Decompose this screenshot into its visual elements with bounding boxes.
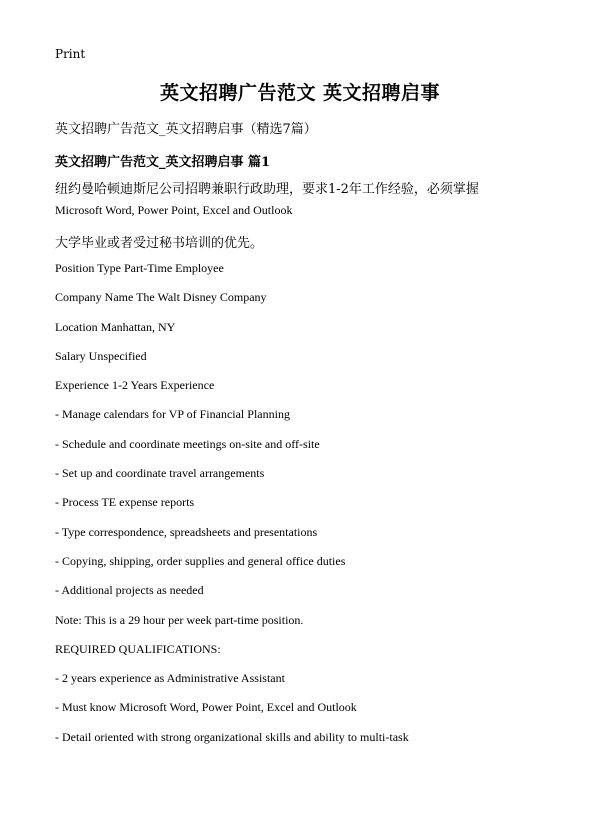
intro-paragraph: [55, 180, 555, 220]
document-subtitle: 英文招聘广告范文_英文招聘启事（精选7篇）: [55, 122, 317, 137]
detail-line: - Schedule and coordinate meetings on-site and off-site: [55, 436, 320, 451]
detail-line: Note: This is a 29 hour per week part-time position.: [55, 612, 304, 627]
detail-line: - Must know Microsoft Word, Power Point, Excel and Outlook: [55, 700, 357, 715]
detail-line: Position Type Part-Time Employee: [55, 261, 224, 275]
detail-line: - Type correspondence, spreadsheets and presentations: [55, 524, 318, 539]
detail-line: Experience 1-2 Years Experience: [55, 378, 215, 393]
detail-line: - Detail oriented with strong organizational skills and ability to multi-task: [55, 729, 409, 744]
page-title: 英文招聘广告范文 英文招聘启事: [159, 82, 441, 104]
detail-line: Location Manhattan, NY: [55, 319, 176, 334]
detail-line: - Process TE expense reports: [55, 495, 195, 510]
detail-line: - Additional projects as needed: [55, 583, 204, 598]
job-details-list: [55, 261, 575, 759]
detail-line: - Set up and coordinate travel arrangements: [55, 466, 265, 481]
print-link[interactable]: Print: [55, 47, 86, 61]
intro-line-3: 大学毕业或者受过秘书培训的优先。: [55, 236, 264, 251]
detail-line: - Copying, shipping, order supplies and general office duties: [55, 553, 346, 568]
detail-line: REQUIRED QUALIFICATIONS:: [55, 641, 221, 656]
section-heading: 英文招聘广告范文_英文招聘启事 篇1: [55, 155, 271, 170]
detail-line: - Manage calendars for VP of Financial Planning: [55, 407, 290, 422]
detail-line: Company Name The Walt Disney Company: [55, 290, 267, 305]
intro-line-1: 纽约曼哈顿迪斯尼公司招聘兼职行政助理，要求1-2年工作经验，必须掌握: [55, 182, 479, 197]
intro-line-2: Microsoft Word, Power Point, Excel and Outlook: [55, 203, 293, 217]
detail-line: Salary Unspecified: [55, 348, 147, 363]
detail-line: - 2 years experience as Administrative Assistant: [55, 671, 285, 686]
